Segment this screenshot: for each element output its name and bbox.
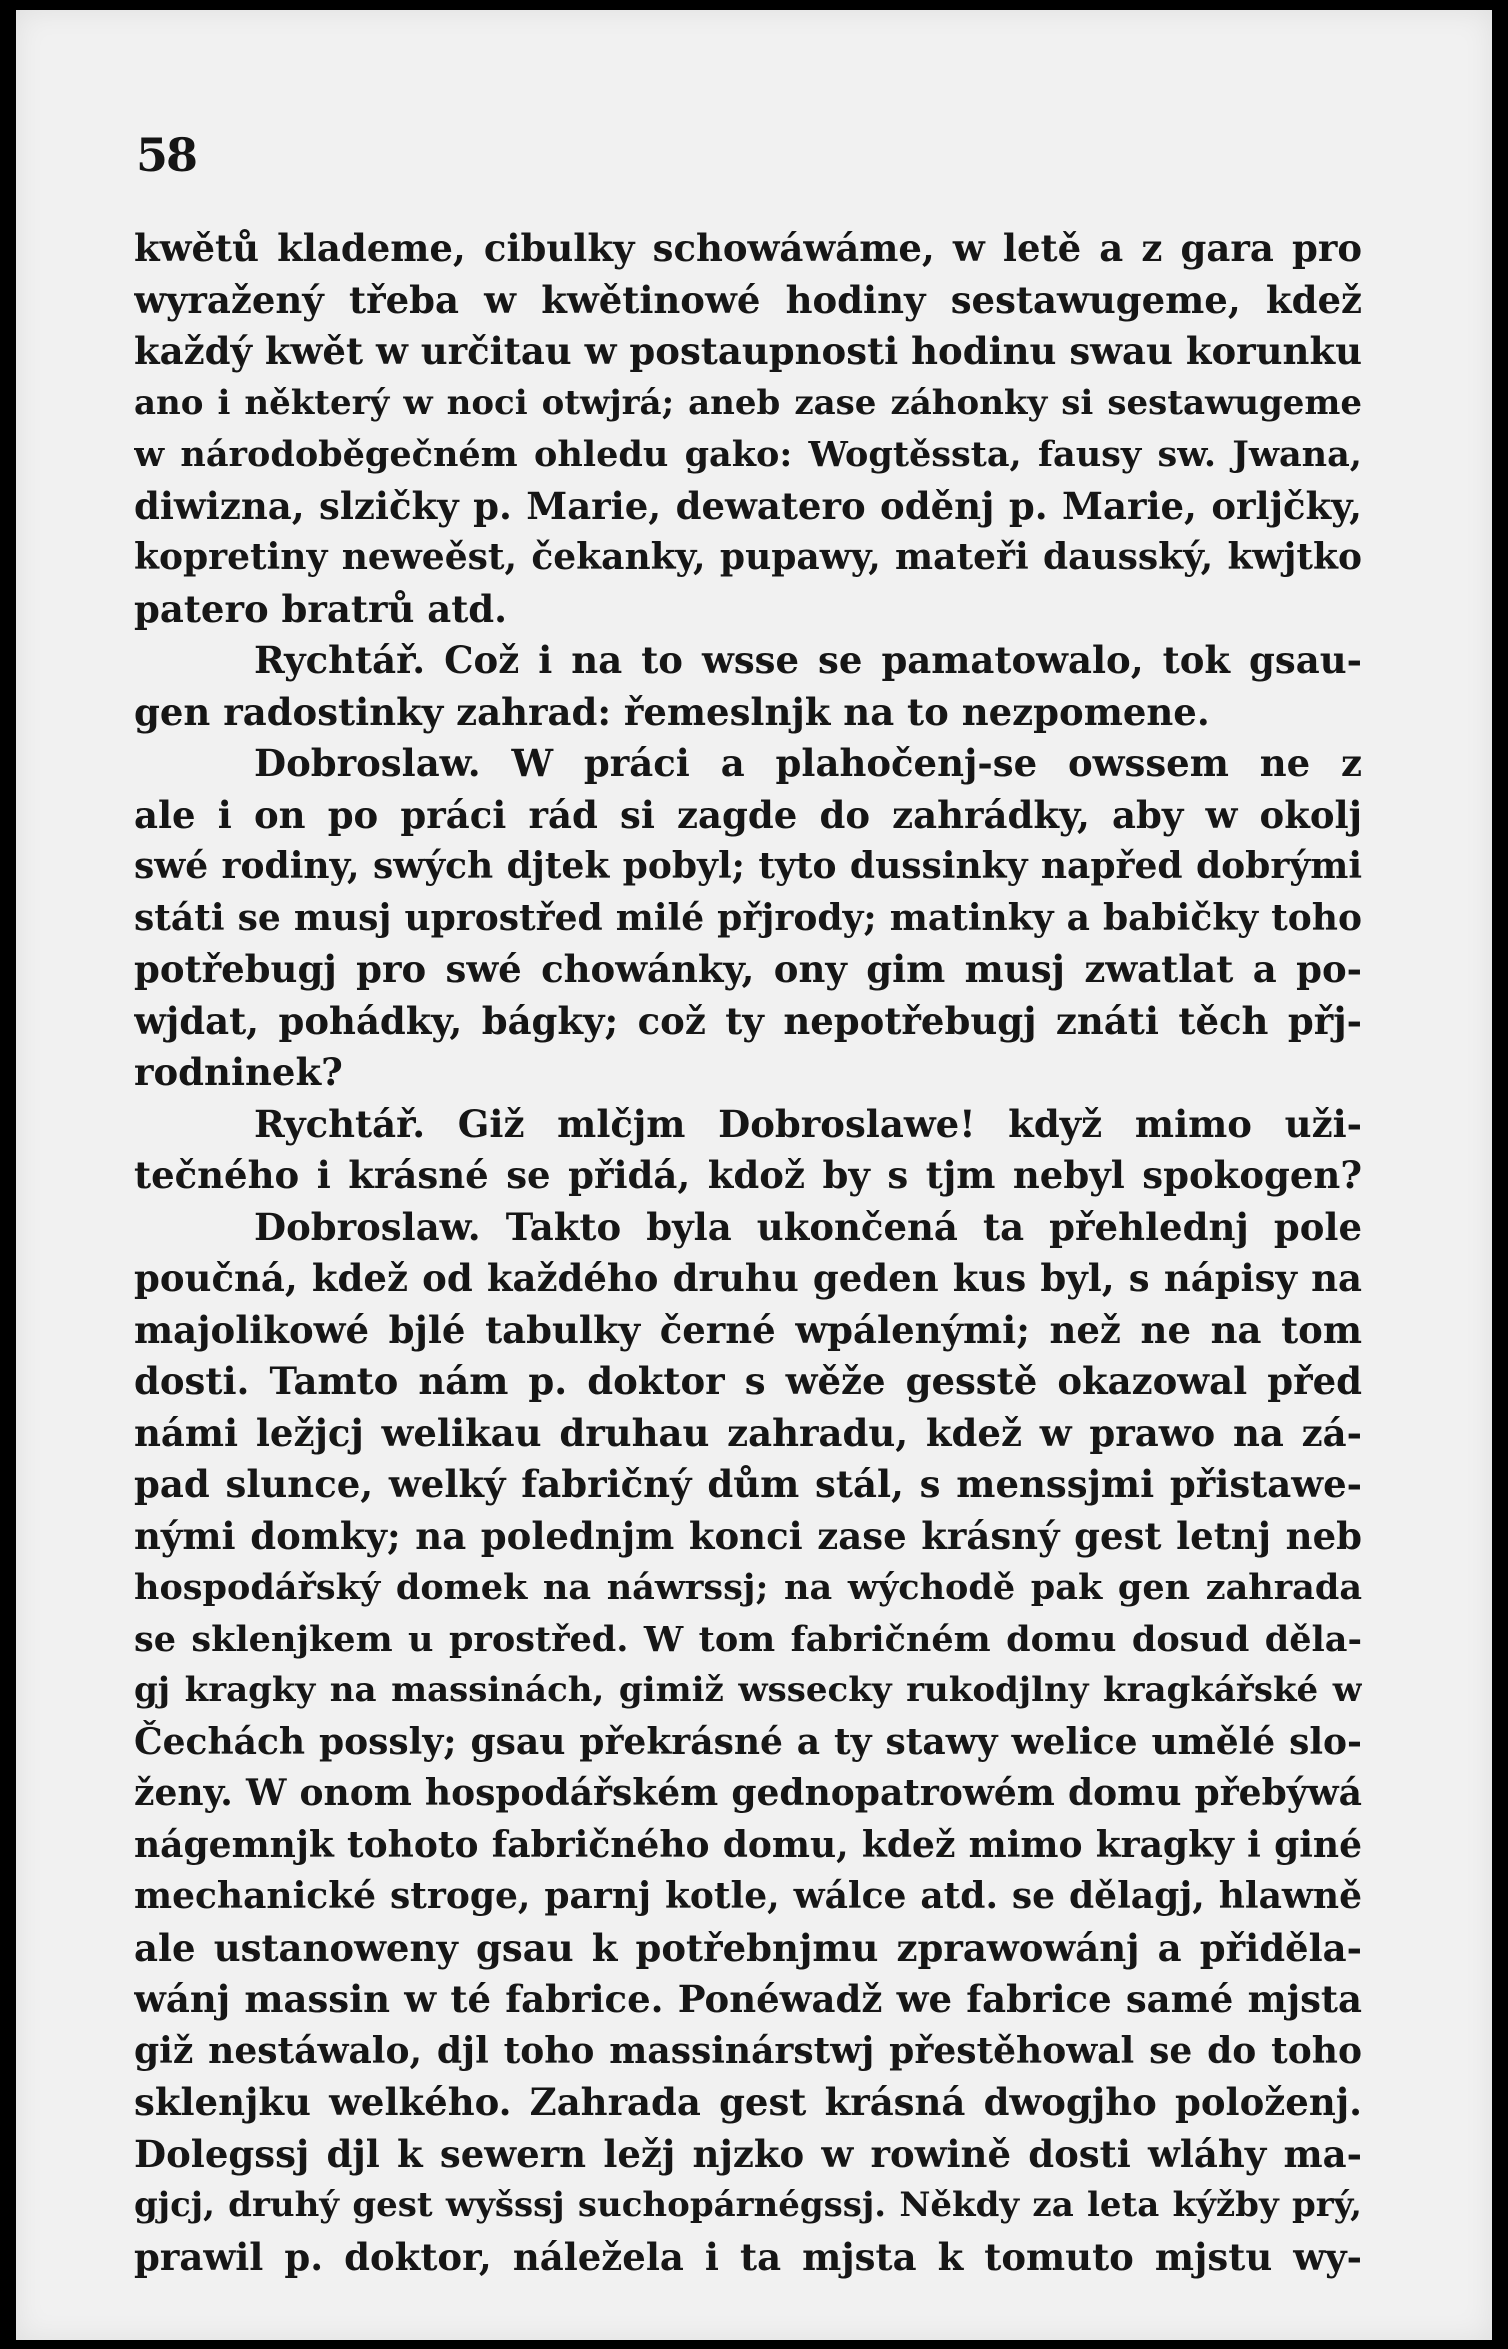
text-line: nými domky; na polednjm konci zase krásný gest letnj neb: [134, 1513, 1362, 1558]
text-line: prawil p. doktor, náležela i ta mjsta k tomuto mjstu wy-: [134, 2234, 1362, 2279]
text-line: státi se musj uprostřed milé přjrody; matinky a babičky toho: [134, 896, 1362, 939]
text-line: w národoběgečném ohledu gako: Wogtěssta, fausy sw. Jwana,: [134, 434, 1362, 475]
text-line: Čechách possly; gsau překrásné a ty stawy welice umělé slo-: [134, 1720, 1362, 1763]
text-line: giž nestáwalo, djl toho massinárstwj přestěhowal se do toho: [134, 2029, 1362, 2072]
text-line: každý kwět w určitau w postaupnosti hodinu swau korunku: [134, 329, 1362, 373]
text-line: wánj massin w té fabrice. Ponéwadž we fabrice samé mjsta: [134, 1977, 1362, 2021]
text-line: námi ležjcj welikau druhau zahradu, kdež w prawo na zá-: [134, 1410, 1362, 1455]
text-line: Dolegssj djl k sewern ležj njzko w rowině dosti wláhy ma-: [134, 2131, 1362, 2176]
text-line: gen radostinky zahrad: řemeslnjk na to nezpomene.: [134, 689, 1210, 734]
text-line: Rychtář. Což i na to wsse se pamatowalo, tok gsau-: [254, 638, 1362, 682]
text-line: ale i on po práci rád si zagde do zahrádky, aby w okolj: [134, 792, 1362, 837]
text-line: wyražený třeba w kwětinowé hodiny sestawugeme, kdež: [134, 277, 1362, 322]
text-line: kopretiny neweěst, čekanky, pupawy, mateři dausský, kwjtko: [134, 536, 1362, 578]
text-line: rodninek?: [134, 1050, 343, 1094]
text-line: Dobroslaw. W práci a plahočenj-se owssem ne z: [254, 741, 1362, 785]
text-line: pad slunce, welký fabričný dům stál, s menssjmi přistawe-: [134, 1462, 1362, 1506]
text-line: swé rodiny, swých djtek pobyl; tyto dussinky napřed dobrými: [134, 845, 1362, 887]
text-line: poučná, kdež od každého druhu geden kus byl, s nápisy na: [134, 1256, 1362, 1300]
text-line: diwizna, slzičky p. Marie, dewatero oděnj p. Marie, orljčky,: [134, 483, 1362, 528]
text-line: majolikowé bjlé tabulky černé wpálenými; než ne na tom: [134, 1307, 1362, 1352]
page-body-text: [134, 223, 1362, 2283]
text-line: ale ustanoweny gsau k potřebnjmu zprawowánj a přiděla-: [134, 1925, 1362, 1970]
page-number: 58: [136, 128, 197, 182]
text-line: patero bratrů atd.: [134, 586, 508, 631]
text-line: tečného i krásné se přidá, kdož by s tjm nebyl spokogen?: [134, 1153, 1362, 1197]
text-line: gj kragky na massinách, gimiž wssecky rukodjlny kragkářské w: [134, 1670, 1362, 1710]
text-line: mechanické stroge, parnj kotle, wálce atd. se dělagj, hlawně: [134, 1875, 1362, 1917]
text-line: sklenjku welkého. Zahrada gest krásná dwogjho položenj.: [134, 2080, 1362, 2124]
book-page: [16, 10, 1492, 2340]
text-line: gjcj, druhý gest wyšssj suchopárnégssj. Někdy za leta kýžby prý,: [134, 2185, 1362, 2225]
text-line: Rychtář. Giž mlčjm Dobroslawe! když mimo uži-: [254, 1101, 1362, 1146]
text-line: kwětů klademe, cibulky schowáwáme, w letě a z gara pro: [134, 226, 1362, 270]
text-line: Dobroslaw. Takto byla ukončená ta přehlednj pole: [254, 1204, 1362, 1249]
text-line: potřebugj pro swé chowánky, ony gim musj zwatlat a po-: [134, 947, 1362, 991]
text-line: dosti. Tamto nám p. doktor s wěže gesstě okazowal před: [134, 1359, 1362, 1403]
text-line: ano i některý w noci otwjrá; aneb zase záhonky si sestawugeme: [134, 382, 1362, 423]
text-line: hospodářský domek na náwrssj; na wýchodě pak gen zahrada: [134, 1567, 1362, 1608]
text-line: wjdat, pohádky, bágky; což ty nepotřebugj znáti těch přj-: [134, 998, 1362, 1043]
text-line: nágemnjk tohoto fabričného domu, kdež mimo kragky i giné: [134, 1823, 1362, 1866]
text-line: se sklenjkem u prostřed. W tom fabričném domu dosud děla-: [134, 1618, 1362, 1660]
text-line: ženy. W onom hospodářském gednopatrowém domu přebýwá: [134, 1772, 1362, 1814]
